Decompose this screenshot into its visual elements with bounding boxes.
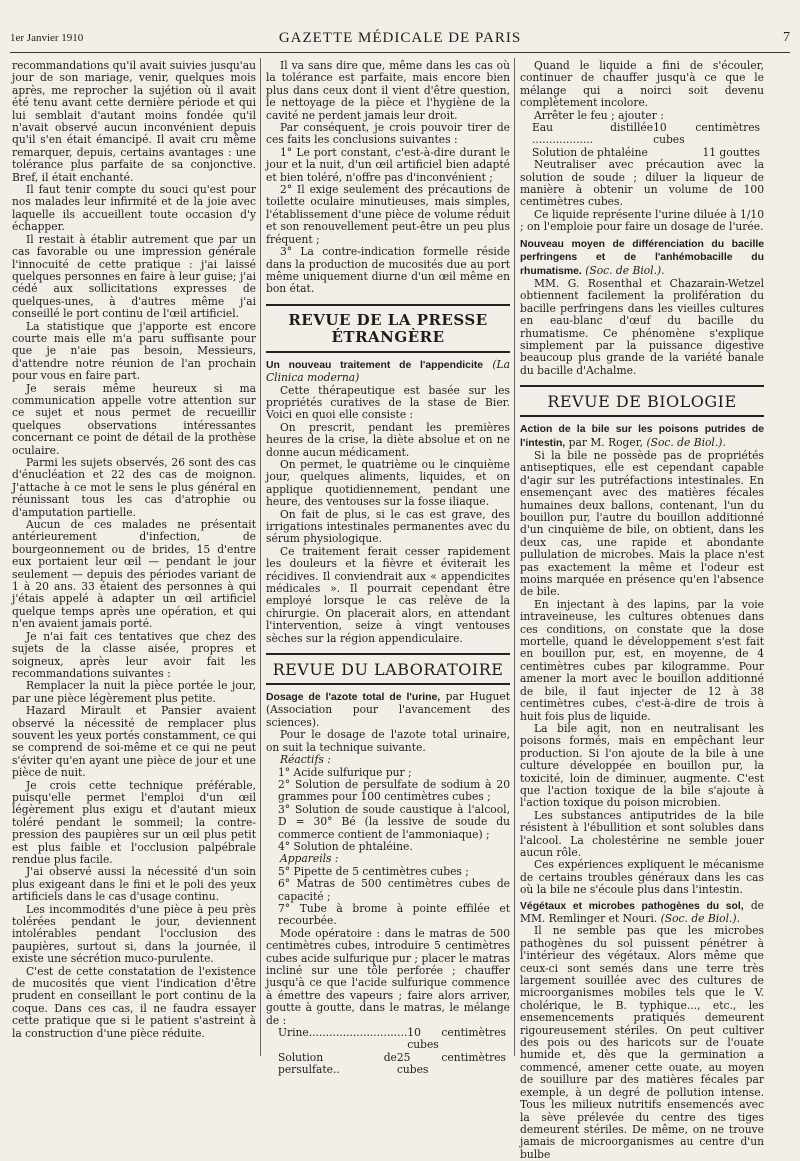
section-heading-presse: REVUE DE LA PRESSE ÉTRANGÈRE xyxy=(266,304,510,353)
list-label: Réactifs : xyxy=(280,753,331,767)
paragraph: Ce liquide représente l'urine diluée à 1/10 ; on l'emploie pour faire un dosage de l'urée. xyxy=(520,207,764,234)
list-item: 7° Tube à brome à pointe effilée et recourbée. xyxy=(278,901,510,928)
article-source: (Soc. de Biol.). xyxy=(660,912,740,925)
list-item: 6° Matras de 500 centimètres cubes de capacité ; xyxy=(278,877,510,903)
paragraph: On prescrit, pendant les premières heures de la crise, la diète absolue et on ne donne aucun médicament. xyxy=(266,420,510,459)
list-item: 1° Acide sulfurique pur ; xyxy=(278,765,412,779)
list-label: Appareils : xyxy=(280,852,339,866)
ingredient-row xyxy=(520,122,764,147)
paragraph: En injectant à des lapins, par la voie intraveineuse, les cultures obtenues dans ces conditions, on constate que la dose mortelle, quand le développement s'est fait en bouillon pur, est, en moyenne, de 4 centimètres cubes par kilogramme. Pour amener la mort avec le bouillon additionné de bile, il faut injecter de 12 à 38 centimètres cubes, c'est-à-dire de trois à huit fois plus de liquide. xyxy=(520,597,764,723)
paragraph: On fait de plus, si le cas est grave, des irrigations intestinales permanentes avec du sérum physiologique. xyxy=(266,507,510,546)
paragraph: MM. G. Rosenthal et Chazarain-Wetzel obtiennent facilement la prolifération du bacille perfringens dans les vieilles cultures en eau-blanc d'œuf du bacille du rhumatisme. Ce phénomène s'explique simplement par la puissance digestive beaucoup plus grande de la variété banale du bacille d'Achalme. xyxy=(520,276,764,377)
paragraph: La bile agit, non en neutralisant les poisons formés, mais en empêchant leur production. Si l'on ajoute de la bile à une culture développée en bouillon pur, la toxicité, loin de diminuer, augmente. C'est que l'action toxique de la bile s'ajoute à l'action toxique du poison microbien. xyxy=(520,721,764,810)
mixture-label: Solution de persulfate.. xyxy=(278,1050,397,1077)
article-heading xyxy=(266,359,510,385)
article-heading xyxy=(520,238,764,278)
paragraph: Il faut tenir compte du souci qu'est pour nos malades leur infirmité et de la joie avec laquelle ils accueillent toute occasion d'y échapper. xyxy=(12,183,256,234)
paragraph: Quand le liquide a fini de s'écouler, continuer de chauffer jusqu'à ce que le mélange qui a noirci soit devenu complètement incolore. xyxy=(520,59,764,110)
ingredient-value: 10 centimètres cubes xyxy=(653,121,760,147)
mixture-row xyxy=(266,1052,510,1077)
paragraph: recommandations qu'il avait suivies jusqu'au jour de son mariage, venir, quelques mois après, me reprocher la sujétion où il avait été tenu avant cette dernière période et qui lui semblait d'autant moins fondée qu'il n'avait observé aucun inconvénient depuis qu'il s'en était émancipé. Il avait cru même remarquer, depuis, certains avantages : une tolérance plus parfaite de sa conjonctive. Bref, il était enchanté. xyxy=(12,59,256,184)
paragraph: Je serais même heureux si ma communication appelle votre attention sur ce sujet et nous permet de recueillir quelques observations intéressantes concernant ce point de détail de la prothèse oculaire. xyxy=(12,381,256,457)
paragraph: C'est de cette constatation de l'existence de mucosités que vient l'indication d'être prudent en conseillant le port continu de la coque. Dans ces cas, il ne faudra essayer cette pratique que si le patient s'astreint à la construction d'une pièce réduite. xyxy=(12,964,256,1040)
paragraph: Arrêter le feu ; ajouter : xyxy=(534,108,664,122)
paragraph: Hazard Mirault et Pansier avaient observé la nécessité de remplacer plus souvent les yeux portés constamment, ce qui se comprend de soi-même et ce qui ne peut s'éviter qu'en ayant une pièce de jour et une pièce de nuit. xyxy=(12,704,256,780)
header-rule xyxy=(10,52,790,53)
article-title: Dosage de l'azote total de l'urine, xyxy=(266,692,441,704)
article-heading xyxy=(266,691,510,729)
paragraph: On permet, le quatrième ou le cinquième jour, quelques aliments, liquides, et on applique quotidiennement, pendant une heure, des ventouses sur la fosse iliaque. xyxy=(266,457,510,509)
paragraph: Il restait à établir autrement que par un cas favorable ou une impression générale l'innocuité de cette pratique : j'ai laissé quelques personnes en faire à leur guise; j'ai cédé aux sollicitations expresses de quelques-unes, à d'autres même j'ai conseillé le port continu de l'œil artificiel. xyxy=(12,232,256,321)
journal-title: GAZETTE MÉDICALE DE PARIS xyxy=(278,30,522,46)
list-item: 3° Solution de soude caustique à l'alcool, D = 30° Bé (la lessive de soude du commerce contient de l'ammoniaque) ; xyxy=(278,802,510,841)
conclusion-item: 1° Le port constant, c'est-à-dire durant le jour et la nuit, d'un œil artificiel bien adapté et bien toléré, n'offre pas d'inconvénient ; xyxy=(266,145,510,184)
list-item: 4° Solution de phtaléine. xyxy=(278,839,413,853)
conclusion-item: 2° Il exige seulement des précautions de toilette oculaire minutieuses, mais simples, l'établissement d'une pièce de volume réduit et son renouvellement peut-être un peu plus fréquent ; xyxy=(266,183,510,246)
page-number: 7 xyxy=(783,30,790,45)
article-heading xyxy=(520,423,764,450)
ingredient-value: 11 gouttes xyxy=(702,145,760,159)
article-author: par M. Roger, xyxy=(568,435,644,449)
paragraph: Remplacer la nuit la pièce portée le jour, par une pièce légèrement plus petite. xyxy=(12,679,256,705)
column-divider-1 xyxy=(260,58,261,1056)
paragraph: Les incommodités d'une pièce à peu près tolérées pendant le jour, deviennent intolérables pendant l'occlusion des paupières, surtout si, dans la journée, il existe une sécrétion muco-purulente. xyxy=(12,902,256,966)
column-3 xyxy=(520,59,764,1161)
list-item: 5° Pipette de 5 centimètres cubes ; xyxy=(278,864,469,878)
article-source: (Soc. de Biol.). xyxy=(646,435,726,449)
paragraph: Si la bile ne possède pas de propriétés antiseptiques, elle est cependant capable d'agir sur les putréfactions intestinales. En ensemençant avec des matières fécales humaines deux ballons, contenant, l'un du bouillon pur, l'autre du bouillon additionné d'un cinquième de bile, on obtient, dans les deux cas, une rapide et abondante pullulation de microbes. Mais la place n'est pas exactement la même et l'odeur est moins marquée en présence qu'en l'absence de bile. xyxy=(520,448,764,599)
paragraph: Pour le dosage de l'azote total urinaire, on suit la technique suivante. xyxy=(266,728,510,754)
article-author: de MM. Remlinger et Nouri. xyxy=(520,898,764,925)
paragraph: Par conséquent, je crois pouvoir tirer de ces faits les conclusions suivantes : xyxy=(266,121,510,147)
paragraph: Je crois cette technique préférable, puisqu'elle permet l'emploi d'un œil légèrement plus exigu et d'autant mieux toléré pendant le sommeil; la contre-pression des paupières sur un œil plus petit est plus faible et l'occlusion palpébrale rendue plus facile. xyxy=(12,778,256,866)
paragraph: Ces expériences expliquent le mécanisme de certains troubles généraux dans les cas où la bile ne s'écoule plus dans l'intestin. xyxy=(520,858,764,897)
column-divider-2 xyxy=(514,58,515,1056)
column-1 xyxy=(12,60,256,1055)
paragraph: Cette thérapeutique est basée sur les propriétés curatives de la stase de Bier. Voici en quoi elle consiste : xyxy=(266,383,510,422)
article-title: Végétaux et microbes pathogènes du sol, xyxy=(520,900,744,912)
paragraph: Ce traitement ferait cesser rapidement les douleurs et la fièvre et éviterait les récidives. Il conviendrait aux « appendicites médicales ». Il pourrait cependant être employé lorsque le cas relève de la chirurgie. On placerait alors, en attendant l'intervention, seize à vingt ventouses sèches sur la région appendiculaire. xyxy=(266,544,510,645)
section-heading-laboratoire: REVUE DU LABORATOIRE xyxy=(266,653,510,685)
paragraph: Mode opératoire : dans le matras de 500 centimètres cubes, introduire 5 centimètres cubes acide sulfurique pur ; placer le matras incliné sur une tôle perforée ; chauffer jusqu'à ce que l'acide sulfurique commence à émettre des vapeurs ; faire alors arriver, goutte à goutte, dans le matras, le mélange de : xyxy=(266,926,510,1027)
ingredient-label: Solution de phtaléine xyxy=(532,145,648,159)
article-title: Action de la bile sur les poisons putrides de l'intestin, xyxy=(520,424,764,449)
paragraph: La statistique que j'apporte est encore courte mais elle m'a paru suffisante pour que je n'aie pas besoin, Messieurs, d'attendre notre réunion de l'an prochain pour vous en faire part. xyxy=(12,319,256,383)
paragraph: Je n'ai fait ces tentatives que chez des sujets de la classe aisée, propres et soigneux, après leur avoir fait les recommandations suivantes : xyxy=(12,629,256,680)
paragraph: J'ai observé aussi la nécessité d'un soin plus exigeant dans le fini et le poli des yeux artificiels dans le cas d'usage continu. xyxy=(12,865,256,904)
paragraph: Il va sans dire que, même dans les cas où la tolérance est parfaite, mais encore bien plus dans ceux dont il vient d'être question, le nettoyage de la pièce et l'hygiène de la cavité ne perdent jamais leur droit. xyxy=(266,59,510,122)
paragraph: Les substances antiputrides de la bile résistent à l'ébullition et sont solubles dans l'alcool. La cholestérine ne semble jouer aucun rôle. xyxy=(520,808,764,859)
article-author: par Huguet xyxy=(445,690,510,704)
article-title: Un nouveau traitement de l'appendicite xyxy=(266,359,484,371)
conclusion-item: 3° La contre-indication formelle réside dans la production de mucosités due au port même uniquement diurne d'un œil même en bon état. xyxy=(266,245,510,296)
article-title: Nouveau moyen de différenciation du bacille perfringens et de l'anhémobacille du rhumatisme. xyxy=(520,238,764,277)
header-date: 1er Janvier 1910 xyxy=(10,32,84,44)
mixture-value: 25 centimètres cubes xyxy=(396,1050,506,1077)
mixture-value: 10 centimètres cubes xyxy=(407,1026,506,1052)
section-heading-biologie: REVUE DE BIOLOGIE xyxy=(520,385,764,417)
mixture-label: Urine............................. xyxy=(278,1026,408,1040)
paragraph: Aucun de ces malades ne présentait antérieurement d'infection, de bourgeonnement ou de brides, 15 d'entre eux portaient leur œil — pendant le jour seulement — depuis des périodes variant de 1 à 20 ans. 33 étaient des personnes à qui j'étais appelé à adapter un œil artificiel quelque temps après une opération, et qui n'en avaient jamais porté. xyxy=(12,518,256,631)
column-2 xyxy=(266,59,510,1077)
paragraph: Neutraliser avec précaution avec la solution de soude ; diluer la liqueur de manière à obtenir un volume de 100 centimètres cubes. xyxy=(520,158,764,209)
article-source: (Soc. de Biol.). xyxy=(585,263,665,277)
article-source: (La Clinica moderna) xyxy=(266,357,510,385)
mixture-row xyxy=(266,1027,510,1052)
ingredient-label: Eau distillée .................. xyxy=(532,121,654,147)
list-item: 2° Solution de persulfate de sodium à 20 grammes pour 100 centimètres cubes ; xyxy=(278,777,510,804)
paragraph: Il ne semble pas que les microbes pathogènes du sol puissent pénétrer à l'intérieur des végétaux. Alors même que ceux-ci sont semés dans une terre très largement souillée avec des cultures de microorganismes mobiles tels que le V. cholérique, le B. typhique..., etc., les ensemencements pratiqués demeurent rigoureusement stériles. On peut cultiver des pois ou des haricots sur de l'ouate humide et, dès que la germination a commencé, amener cette ouate, au moyen de souillure par des matières fécales par exemple, à un degré de pollution intense. Tous les milieux nutritifs ensemencés avec la sève prélevée du centre des tiges demeurent stériles. De même, on ne trouve jamais de microorganismes au centre d'un bulbe xyxy=(520,924,764,1161)
paragraph: Parmi les sujets observés, 26 sont des cas d'énucléation et 22 des cas de moignon. J'attache à ce mot le sens le plus général en réunissant tous les cas d'atrophie ou d'amputation partielle. xyxy=(12,456,256,519)
article-heading xyxy=(520,900,764,926)
article-source: (Association pour l'avancement des sciences). xyxy=(266,703,510,729)
page-header xyxy=(10,30,790,50)
